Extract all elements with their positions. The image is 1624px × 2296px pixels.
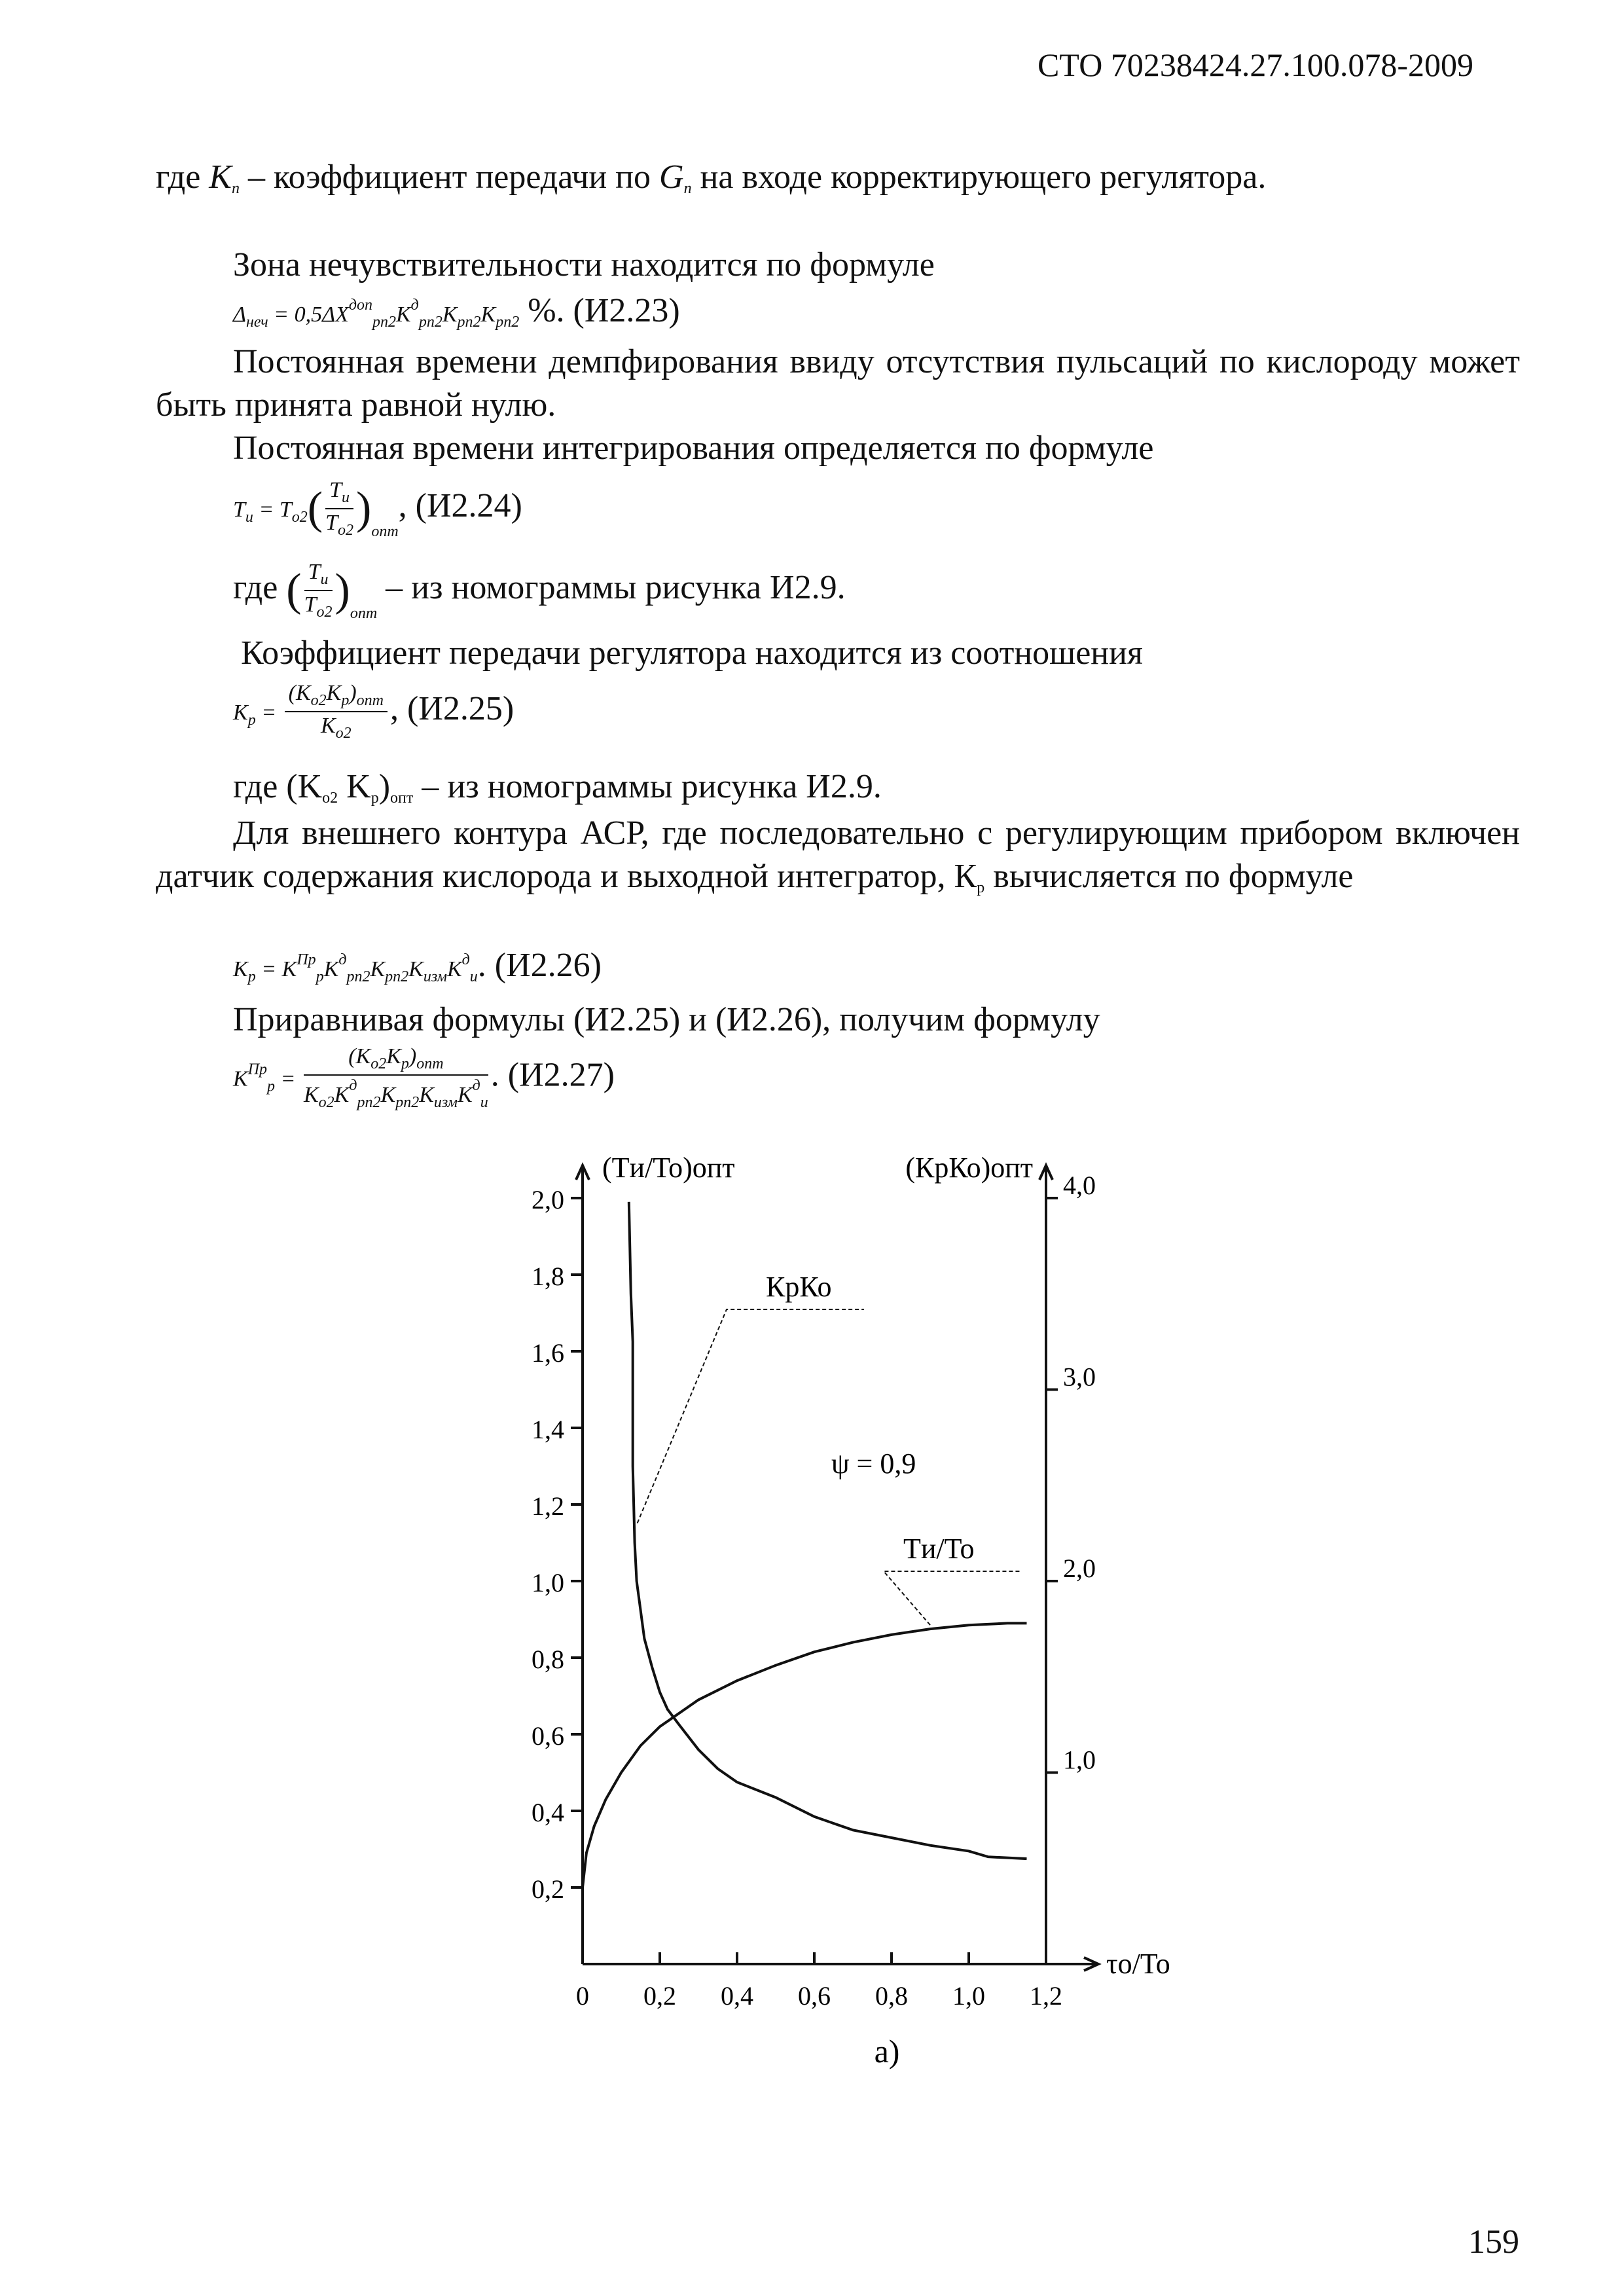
subscript: рп2 xyxy=(372,314,396,331)
subscript: рп2 xyxy=(496,314,520,331)
superscript: д xyxy=(461,951,470,968)
formula-number: . (И2.27) xyxy=(490,1056,615,1094)
formula-part: Δ xyxy=(233,302,246,327)
symbol-kn: K xyxy=(209,158,232,196)
x-tick-label: 0,2 xyxy=(643,1981,676,2011)
leader-tu-to xyxy=(884,1571,1021,1625)
left-tick-label: 0,2 xyxy=(532,1874,564,1904)
figure-caption: а) xyxy=(874,2033,900,2069)
subscript: o2 xyxy=(291,508,308,526)
formula-number: , (И2.24) xyxy=(398,486,522,524)
x-tick-label: 0,4 xyxy=(721,1981,753,2011)
paragraph-nomogram-ref-2 xyxy=(233,767,882,807)
subscript: опт xyxy=(390,790,414,807)
formula-part: K xyxy=(370,957,386,981)
formula-part: K xyxy=(233,1066,248,1091)
text-run: где xyxy=(233,568,287,606)
paragraph-kn-definition xyxy=(156,156,1520,210)
subscript: рп2 xyxy=(385,968,409,985)
formula-number: %. (И2.23) xyxy=(519,292,680,329)
formula-part: K xyxy=(442,302,458,327)
subscript: изм xyxy=(423,968,447,985)
left-tick-label: 0,4 xyxy=(532,1798,564,1827)
left-tick-label: 1,8 xyxy=(532,1262,564,1291)
formula-i2-23 xyxy=(233,291,680,331)
formula-part: = K xyxy=(255,957,297,981)
superscript: Пр xyxy=(297,951,316,968)
subscript: p xyxy=(247,711,256,729)
paragraph-gain: Коэффициент передачи регулятора находится из соотношения xyxy=(241,634,1143,672)
left-tick-label: 1,4 xyxy=(532,1415,564,1444)
formula-i2-27: $K^{Пр}_p$ = $\frac{(K_{o2}K_p)_{опт}}{K_{o2}K^д_{рп2}K_{рп2}K_{изм}K^д_и}$ . (И2.27) xyxy=(233,1044,615,1111)
text-run: Для внешнего контура АСР, где последовательно с регулирующим прибором включен датчик содержания кислорода и выходной интегратор, К xyxy=(156,814,1520,895)
subscript: n xyxy=(683,180,692,197)
right-axis-title: (КрКо)опт xyxy=(905,1152,1033,1184)
formula-part: K xyxy=(395,302,411,327)
paren: ) xyxy=(334,565,350,615)
formula-part: K xyxy=(446,957,462,981)
page-number: 159 xyxy=(1468,2223,1519,2261)
left-tick-label: 0,6 xyxy=(532,1721,564,1751)
subscript: и xyxy=(245,508,253,526)
subscript: и xyxy=(469,968,478,985)
formula-part: K xyxy=(233,700,248,725)
x-tick-label: 0,8 xyxy=(875,1981,908,2011)
subscript: n xyxy=(231,180,240,197)
right-tick-label: 3,0 xyxy=(1063,1362,1096,1392)
fraction: $\frac{(K_{o2}K_p)_{опт}}{K_{o2}}$ xyxy=(285,681,388,742)
subscript: неч xyxy=(245,314,268,331)
left-tick-label: 2,0 xyxy=(532,1185,564,1214)
text-run: на входе корректирующего регулятора. xyxy=(691,158,1267,196)
formula-number: , (И2.25) xyxy=(390,689,514,727)
formula-i2-24 xyxy=(233,478,522,541)
subscript: опт xyxy=(371,522,399,540)
subscript: p xyxy=(247,968,256,985)
text-run: где (K xyxy=(233,768,323,805)
paragraph-dead-zone: Зона нечувствительности находится по формуле xyxy=(233,246,935,283)
text-run: K xyxy=(338,768,371,805)
text-run: вычисляется по формуле xyxy=(984,858,1354,895)
paragraph-integration: Постоянная времени интегрирования определяется по формуле xyxy=(233,429,1154,467)
subscript: опт xyxy=(350,604,378,622)
curve-label-tu-to: Tи/To xyxy=(903,1533,975,1565)
paren: ( xyxy=(286,565,302,615)
left-axis-title: (Tи/To)опт xyxy=(602,1152,735,1184)
formula-part: = 0,5ΔX xyxy=(268,302,349,327)
left-tick-label: 1,6 xyxy=(532,1338,564,1368)
curve-label-kpko: КрКо xyxy=(766,1271,832,1303)
text-run: где xyxy=(156,158,209,196)
fraction: $\frac{(K_{o2}K_p)_{опт}}{K_{o2}K^д_{рп2}K_{рп2}K_{изм}K^д_и}$ xyxy=(303,1044,488,1111)
formula-i2-25: $K_p$ = $\frac{(K_{o2}K_p)_{опт}}{K_{o2}}$ , (И2.25) xyxy=(233,681,514,742)
symbol-gn: G xyxy=(659,158,684,196)
left-tick-label: 0,8 xyxy=(532,1645,564,1674)
formula-part: K xyxy=(233,957,248,981)
subscript: p xyxy=(316,968,324,985)
superscript: д xyxy=(338,951,347,968)
text-run: – коэффициент передачи по xyxy=(239,158,660,196)
formula-part: K xyxy=(323,957,339,981)
formula-number: . (И2.26) xyxy=(477,947,602,984)
fraction: $\frac{T_и}{T_{o2}}$ xyxy=(304,560,333,621)
superscript: д xyxy=(410,297,419,314)
formula-part: K xyxy=(480,302,496,327)
formula-i2-26 xyxy=(233,946,602,986)
x-tick-label: 1,2 xyxy=(1030,1981,1062,2011)
paragraph-nomogram-ref-1 xyxy=(233,560,846,623)
paragraph-outer-loop xyxy=(156,812,1520,909)
curve-tu-to xyxy=(583,1623,1027,1887)
chart-axes xyxy=(576,1165,1098,1971)
formula-part: K xyxy=(408,957,424,981)
paren: ) xyxy=(356,483,372,534)
text-run: ) xyxy=(378,768,391,805)
doc-code-header: СТО 70238424.27.100.078-2009 xyxy=(1038,46,1473,83)
text-run: – из номограммы рисунка И2.9. xyxy=(413,768,882,805)
leader-kpko xyxy=(638,1309,864,1523)
subscript: p xyxy=(267,1078,276,1095)
chart-labels xyxy=(602,1152,1170,2069)
right-tick-label: 4,0 xyxy=(1063,1171,1096,1200)
x-tick-label: 0,6 xyxy=(798,1981,831,2011)
text-run: – из номограммы рисунка И2.9. xyxy=(377,568,846,606)
psi-annotation: ψ = 0,9 xyxy=(831,1448,916,1480)
nomogram-chart xyxy=(0,1113,1624,2108)
subscript: р xyxy=(370,790,379,807)
subscript: рп2 xyxy=(418,314,442,331)
x-tick-label: 0 xyxy=(576,1981,589,2011)
subscript: о2 xyxy=(322,790,338,807)
right-tick-label: 1,0 xyxy=(1063,1745,1096,1775)
fraction: $\frac{T_и}{T_{o2}}$ xyxy=(325,478,354,539)
left-tick-label: 1,2 xyxy=(532,1491,564,1521)
x-axis-title: τo/To xyxy=(1106,1948,1170,1980)
x-tick-label: 1,0 xyxy=(952,1981,985,2011)
right-tick-label: 2,0 xyxy=(1063,1554,1096,1583)
subscript: рп2 xyxy=(346,968,370,985)
formula-part: = T xyxy=(253,497,292,522)
superscript: Пр xyxy=(247,1061,268,1078)
paragraph-damping: Постоянная времени демпфирования ввиду отсутствия пульсаций по кислороду может быть принята равной нулю. xyxy=(156,343,1520,424)
left-tick-label: 1,0 xyxy=(532,1568,564,1597)
superscript: доп xyxy=(348,297,372,314)
subscript: рп2 xyxy=(457,314,481,331)
paragraph-equating: Приравнивая формулы (И2.25) и (И2.26), получим формулу xyxy=(233,1001,1100,1038)
paren: ( xyxy=(307,483,323,534)
formula-part: T xyxy=(233,497,245,522)
subscript: р xyxy=(977,879,985,896)
